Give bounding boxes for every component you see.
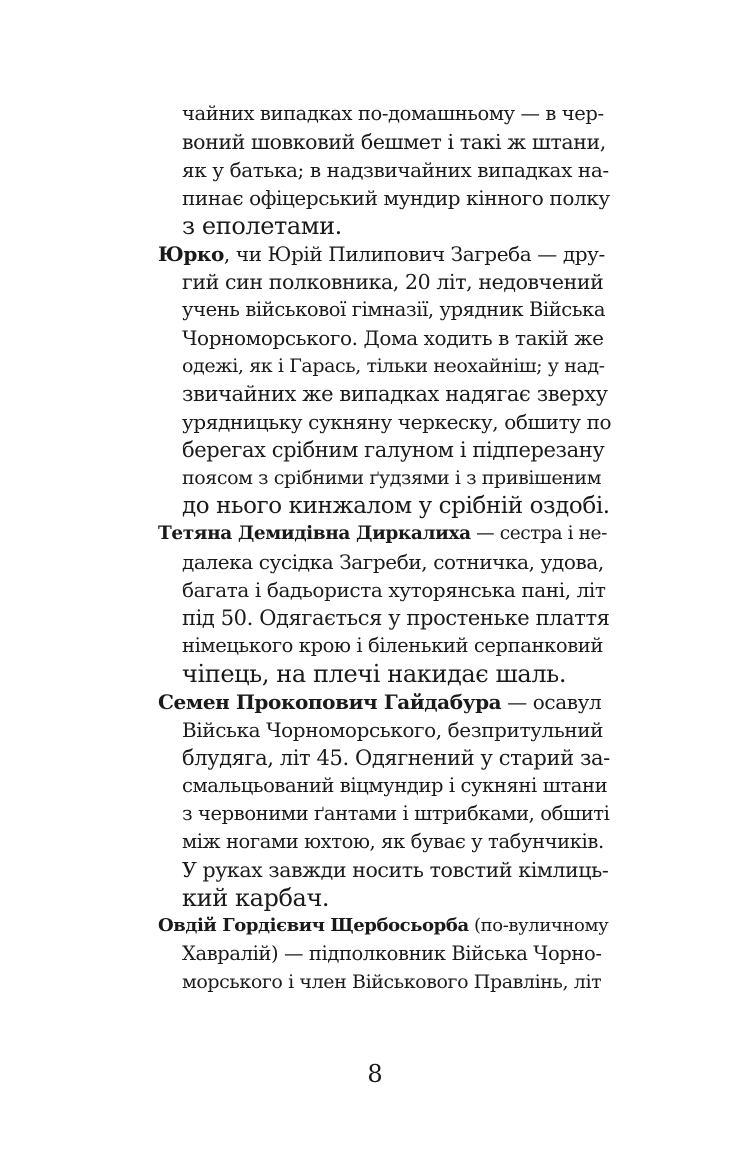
text-line: далека сусідка Загреби, сотничка, удова, [182,550,604,574]
text-line: під 50. Одягається у простеньке плаття [182,606,610,630]
text-line: чіпець, на плечі накидає шаль. [182,660,567,688]
text-line: чайних випадках по-домашньому — в чер- [182,102,604,125]
text-line: багата і бадьориста хуторянська пані, літ [182,578,606,602]
text-line: як у батька; в надзвичайних випадках на- [182,158,609,182]
page-number: 8 [367,1060,383,1088]
entry-heading-semen: Семен Прокопович Гайдабура — осавул [158,690,602,714]
text-line: Хавралій) — підполковник Війська Чорно- [182,942,602,965]
text-line: з еполетами. [182,212,342,240]
text-line: смальцьований віцмундир і сукняні штани [182,774,608,797]
text-line: воний шовковий бешмет і такі ж штани, [182,130,606,154]
text-line: з червоними ґантами і штрибками, обшиті [182,802,610,825]
text-line: до нього кинжалом у срібній оздобі. [182,493,610,519]
text-line: пинає офіцерський мундир кінного полку [182,186,610,210]
text-line: берегах срібним галуном і підперезану [182,438,605,462]
text-line: звичайних же випадках надягає зверху [182,382,608,406]
text-line: Війська Чорноморського, безпритульний [182,718,604,742]
text-line: морського і член Військового Правлінь, літ [182,971,602,993]
text-line: німецького крою і біленький серпанковий [182,634,603,657]
text-line: урядницьку сукняну черкеску, обшиту по [182,410,612,434]
entry-heading-ovdii: Овдій Гордієвич Щербосьорба (по-вуличному [158,915,609,936]
text-line: між ногами юхтою, як буває у табунчиків. [182,830,604,853]
text-line: учень військової гімназії, урядник Війська [182,298,606,321]
entry-heading-yurko: Юрко, чи Юрій Пилипович Загреба — дру- [158,242,605,266]
text-line: поясом з срібними ґудзями і з привішеним [182,467,602,489]
entry-heading-tetiana: Тетяна Демидівна Диркалиха — сестра і не- [158,523,607,544]
text-line: блудяга, літ 45. Одягнений у старий за- [182,746,610,770]
text-line: Чорноморського. Дома ходить в такій же [182,326,604,350]
text-line: гий син полковника, 20 літ, недовчений [182,270,604,294]
text-line: кий карбач. [182,884,330,912]
text-line: У руках завжди носить товстий кімлиць- [182,858,609,882]
text-line: одежі, як і Гарась, тільки неохайніш; у над- [182,355,605,377]
